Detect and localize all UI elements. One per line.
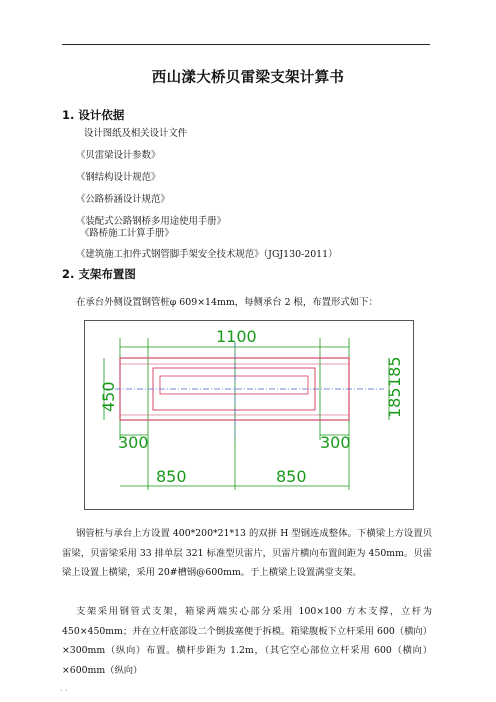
section-2-heading: 2. 支架布置图 [62,267,136,281]
reference-item: 《建筑施工扣件式钢管脚手架安全技术规范》（JGJ130-2011） [76,249,338,260]
dim-label-1100: 1100 [216,327,257,346]
reference-item: 《钢结构设计规范》 [76,172,161,183]
document-title: 西山漾大桥贝雷梁支架计算书 [151,69,345,86]
dim-label-850-right: 850 [276,467,307,486]
section-1-heading: 1. 设计依据 [62,108,125,122]
dim-label-300-left: 300 [118,433,149,452]
header-rule [62,44,430,45]
reference-item: 《路桥施工计算手册》 [80,228,174,239]
body-paragraph: 支架采用钢管式支架，箱梁两端实心部分采用 100×100 方木支撑，立杆为 450×450mm；并在立杆底部设二个倒拔塞便于拆模。箱梁腹板下立杆采用 600（横向）×300mm（纵向）布置。横杆步距为 1.2m，（其它空心部位立杆采用 600（横向）×600mm（纵向） [62,606,432,676]
dim-label-450: 450 [99,381,118,412]
reference-item: 《公路桥涵设计规范》 [76,194,170,205]
body-paragraph: 钢管桩与承台上方设置 400*200*21*13 的双拼 H 型钢连成整体。下横梁上方设置贝雷梁，贝雷梁采用 33 排单层 321 标准型贝雷片，贝雷片横向布置间距为 450mm。贝雷梁上设置上横梁，采用 20#槽钢@600mm。于上横梁上设置满堂支架。 [62,528,432,579]
dim-label-850-left: 850 [156,467,187,486]
dim-label-300-right: 300 [320,433,351,452]
reference-item: 《贝雷梁设计参数》 [76,150,161,161]
dim-label-185-top: 185 [385,356,404,387]
reference-item: 《装配式公路钢桥多用途使用手册》 [76,216,227,227]
pile-layout-drawing [84,320,414,510]
inner-cutout-outline [160,376,308,394]
figure-intro-text: 在承台外侧设置钢管桩φ 609×14mm，每侧承台 2 根，布置形式如下： [76,297,378,308]
reference-item: 设计图纸及相关设计文件 [84,128,188,139]
page-marker: · · [60,686,68,695]
dim-label-185-bottom: 185 [385,387,404,418]
pile-layout-figure [84,320,414,510]
